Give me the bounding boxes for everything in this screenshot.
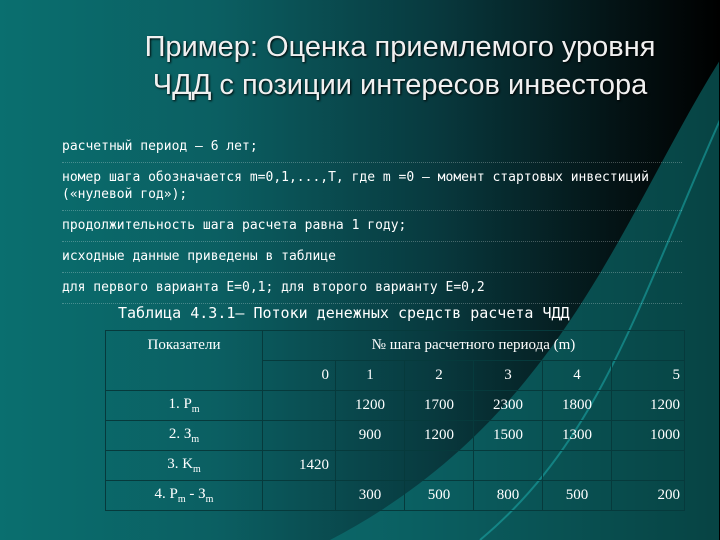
value-cell: 500 [405, 481, 474, 511]
value-cell [474, 451, 543, 481]
value-cell: 1500 [474, 421, 543, 451]
title-line-2: ЧДД с позиции интересов инвестора [152, 69, 648, 101]
row-label: 3. $K_m$ [106, 451, 263, 481]
value-cell: 1200 [405, 421, 474, 451]
row-label: 2. $З_m$ [106, 421, 263, 451]
value-cell [336, 451, 405, 481]
bullet-period: расчетный период – 6 лет; [62, 138, 682, 163]
bullet-source-data: исходные данные приведены в таблице [62, 248, 682, 273]
step-cell: 0 [263, 361, 336, 391]
value-cell: 1200 [336, 391, 405, 421]
value-cell [543, 451, 612, 481]
table-row [106, 451, 685, 481]
value-cell: 900 [336, 421, 405, 451]
table-caption: Таблица 4.3.1– Потоки денежных средств расчета ЧДД [118, 304, 570, 322]
value-cell: 2300 [474, 391, 543, 421]
header-steps: № шага расчетного периода (m) [263, 331, 685, 361]
step-cell: 5 [612, 361, 685, 391]
value-cell: 1200 [612, 391, 685, 421]
value-cell: 1700 [405, 391, 474, 421]
value-cell: 1420 [263, 451, 336, 481]
value-cell: 1000 [612, 421, 685, 451]
bullet-step-duration: продолжительность шага расчета равна 1 году; [62, 217, 682, 242]
value-cell: 200 [612, 481, 685, 511]
value-cell [263, 421, 336, 451]
bullet-step-number: номер шага обозначается m=0,1,...,T, где m =0 – момент стартовых инвестиций («нулевой год»); [62, 169, 682, 211]
bullet-list [62, 138, 682, 310]
value-cell: 300 [336, 481, 405, 511]
cash-flow-table [105, 330, 685, 511]
table-row [106, 481, 685, 511]
value-cell: 500 [543, 481, 612, 511]
table-header-row [106, 331, 685, 361]
bullet-discount-rates: для первого варианта E=0,1; для второго варианту E=0,2 [62, 279, 682, 304]
value-cell [263, 391, 336, 421]
row-label: 4. $P_m - З_m$ [106, 481, 263, 511]
step-cell: 4 [543, 361, 612, 391]
value-cell [405, 451, 474, 481]
value-cell [612, 451, 685, 481]
header-indicators: Показатели [106, 331, 263, 391]
value-cell: 1800 [543, 391, 612, 421]
row-label: 1. $P_m$ [106, 391, 263, 421]
value-cell [263, 481, 336, 511]
table-row [106, 391, 685, 421]
title-line-1: Пример: Оценка приемлемого уровня [144, 31, 656, 63]
step-cell: 3 [474, 361, 543, 391]
step-cell: 2 [405, 361, 474, 391]
slide-title [100, 28, 700, 104]
value-cell: 800 [474, 481, 543, 511]
table-row [106, 421, 685, 451]
step-cell: 1 [336, 361, 405, 391]
value-cell: 1300 [543, 421, 612, 451]
